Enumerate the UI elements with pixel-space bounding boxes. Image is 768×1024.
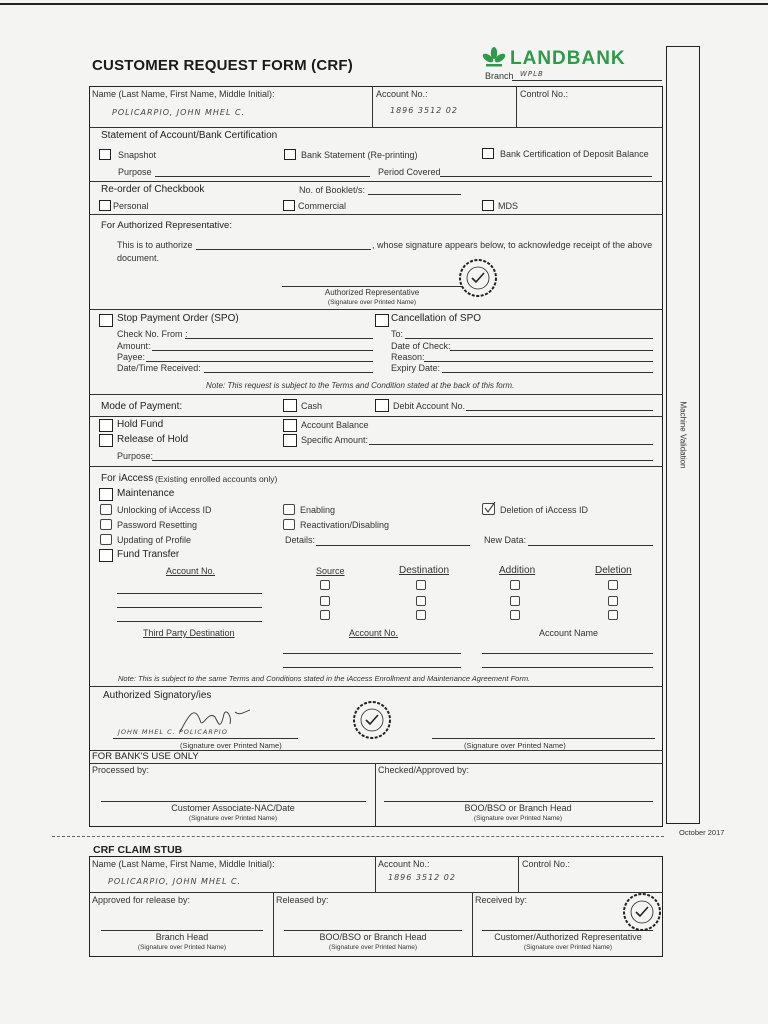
signature-verified-stamp-icon xyxy=(352,700,392,740)
snapshot-label: Snapshot xyxy=(118,150,157,160)
payment-purpose-line[interactable] xyxy=(152,460,653,461)
checked-line[interactable] xyxy=(384,801,653,802)
hold-fund-checkbox[interactable] xyxy=(99,419,113,432)
released-line[interactable] xyxy=(284,930,462,931)
certification-label: Bank Certification of Deposit Balance xyxy=(500,149,649,159)
spo-payee-label: Payee: xyxy=(117,352,146,362)
stub-title: CRF CLAIM STUB xyxy=(93,844,183,856)
source-checkbox-3[interactable] xyxy=(320,610,330,620)
source-checkbox-1[interactable] xyxy=(320,580,330,590)
stub-sub-2: (Signature over Printed Name) xyxy=(328,944,418,951)
cash-checkbox[interactable] xyxy=(283,399,297,412)
signatory-line-1[interactable] xyxy=(113,738,298,739)
third-party-name-label: Account Name xyxy=(539,628,599,638)
stub-name-value[interactable]: POLICARPIO, JOHN MHEL C. xyxy=(108,877,242,886)
rep-text2: , whose signature appears below, to acknowledge receipt of the above xyxy=(372,240,653,250)
specific-amount-checkbox[interactable] xyxy=(283,434,297,447)
stub-boo: BOO/BSO or Branch Head xyxy=(319,932,427,942)
fund-account-line-3[interactable] xyxy=(117,621,262,622)
commercial-checkbox[interactable] xyxy=(283,200,295,211)
spo-received-label: Date/Time Received: xyxy=(117,363,201,373)
stub-branch-head: Branch Head xyxy=(155,932,209,942)
landbank-wordmark: LANDBANK xyxy=(510,48,626,69)
branch-value[interactable]: WPLB xyxy=(520,70,544,78)
iaccess-title: For iAccess xyxy=(101,473,154,484)
fund-account-line-2[interactable] xyxy=(117,607,262,608)
processed-label: Processed by: xyxy=(92,765,150,775)
debit-checkbox[interactable] xyxy=(375,399,389,412)
debit-line[interactable] xyxy=(466,410,653,411)
rep-name-line[interactable] xyxy=(196,249,371,250)
fund-transfer-checkbox[interactable] xyxy=(99,549,113,562)
cancel-spo-checkbox[interactable] xyxy=(375,314,389,327)
mds-checkbox[interactable] xyxy=(482,200,494,211)
bank-use-title: FOR BANK'S USE ONLY xyxy=(92,751,199,762)
spo-check-from-line[interactable] xyxy=(185,338,373,339)
signatory-title: Authorized Signatory/ies xyxy=(103,690,212,701)
form-date: October 2017 xyxy=(679,828,725,837)
unlocking-label: Unlocking of iAccess ID xyxy=(117,505,212,515)
deletion-checkbox-3[interactable] xyxy=(608,610,618,620)
purpose-label: Purpose xyxy=(118,167,152,177)
stub-customer: Customer/Authorized Representative xyxy=(494,932,642,942)
stub-separator xyxy=(52,836,664,837)
purpose-line[interactable] xyxy=(155,176,370,177)
processed-line[interactable] xyxy=(101,801,366,802)
personal-label: Personal xyxy=(113,201,149,211)
stop-payment-label: Stop Payment Order (SPO) xyxy=(117,313,239,324)
stub-sub-3: (Signature over Printed Name) xyxy=(523,944,613,951)
rep-sig-sub: (Signature over Printed Name) xyxy=(327,299,417,306)
source-checkbox-2[interactable] xyxy=(320,596,330,606)
destination-checkbox-3[interactable] xyxy=(416,610,426,620)
hold-fund-label: Hold Fund xyxy=(117,419,164,430)
spo-expiry-line[interactable] xyxy=(442,372,653,373)
spo-date-line[interactable] xyxy=(450,350,653,351)
col-account-no: Account No. xyxy=(166,566,216,576)
approved-line[interactable] xyxy=(101,930,263,931)
col-source: Source xyxy=(316,566,345,576)
account-balance-checkbox[interactable] xyxy=(283,419,297,432)
booklets-line[interactable] xyxy=(368,194,461,195)
account-value[interactable]: 1896 3512 02 xyxy=(390,106,458,115)
signatory-sub-2: (Signature over Printed Name) xyxy=(464,741,566,750)
boo-sub: (Signature over Printed Name) xyxy=(473,815,563,822)
tp-name-line-1[interactable] xyxy=(482,653,653,654)
landbank-logo-icon xyxy=(482,47,506,69)
profile-checkbox[interactable] xyxy=(100,534,112,545)
rep-text3: document. xyxy=(117,253,160,263)
rep-title: For Authorized Representative: xyxy=(101,220,232,231)
spo-reason-label: Reason: xyxy=(391,352,425,362)
received-label: Received by: xyxy=(475,895,528,905)
bank-statement-checkbox[interactable] xyxy=(284,149,296,160)
spo-amount-label: Amount: xyxy=(117,341,151,351)
iaccess-title-sub: (Existing enrolled accounts only) xyxy=(155,474,278,484)
form-title: CUSTOMER REQUEST FORM (CRF) xyxy=(92,57,353,74)
destination-checkbox-2[interactable] xyxy=(416,596,426,606)
reactivation-checkbox[interactable] xyxy=(283,519,295,530)
cancel-spo-label: Cancellation of SPO xyxy=(391,313,482,324)
specific-amount-line[interactable] xyxy=(369,444,653,445)
deletion-label: Deletion of iAccess ID xyxy=(500,505,589,515)
third-party-account-label: Account No. xyxy=(349,628,399,638)
boo-label: BOO/BSO or Branch Head xyxy=(464,803,572,813)
stub-name-label: Name (Last Name, First Name, Middle Initial): xyxy=(92,859,275,869)
snapshot-checkbox[interactable] xyxy=(99,149,111,160)
mds-label: MDS xyxy=(498,201,518,211)
branch-line xyxy=(512,80,662,81)
name-label: Name (Last Name, First Name, Middle Initial): xyxy=(92,89,275,99)
unlocking-checkbox[interactable] xyxy=(100,504,112,515)
personal-checkbox[interactable] xyxy=(99,200,111,211)
tp-account-line-1[interactable] xyxy=(283,653,461,654)
checked-label: Checked/Approved by: xyxy=(378,765,470,775)
signatory-line-2[interactable] xyxy=(432,738,655,739)
checkbook-title: Re-order of Checkbook xyxy=(101,184,205,195)
new-data-label: New Data: xyxy=(484,535,527,545)
fund-transfer-label: Fund Transfer xyxy=(117,549,180,560)
spo-amount-line[interactable] xyxy=(152,350,373,351)
payment-purpose-label: Purpose: xyxy=(117,451,154,461)
col-destination: Destination xyxy=(399,565,450,576)
account-label: Account No.: xyxy=(376,89,428,99)
checkmark-icon xyxy=(483,502,496,514)
control-label: Control No.: xyxy=(520,89,569,99)
details-label: Details: xyxy=(285,535,316,545)
period-line[interactable] xyxy=(440,176,652,177)
cash-label: Cash xyxy=(301,401,323,411)
stub-sub-1: (Signature over Printed Name) xyxy=(137,944,227,951)
addition-checkbox-2[interactable] xyxy=(510,596,520,606)
associate-sub: (Signature over Printed Name) xyxy=(188,815,278,822)
deletion-checkbox[interactable] xyxy=(482,503,495,515)
stop-payment-checkbox[interactable] xyxy=(99,314,113,327)
tp-account-line-2[interactable] xyxy=(283,667,461,668)
page-top-border xyxy=(0,3,768,5)
certification-checkbox[interactable] xyxy=(482,148,494,159)
rep-sig-label: Authorized Representative xyxy=(324,288,420,297)
col-addition: Addition xyxy=(499,565,536,576)
details-line[interactable] xyxy=(316,545,470,546)
enabling-checkbox[interactable] xyxy=(283,504,295,515)
tp-name-line-2[interactable] xyxy=(482,667,653,668)
spo-check-from-label: Check No. From : xyxy=(117,329,188,339)
spo-note: Note: This request is subject to the Terms and Condition stated at the back of this form. xyxy=(206,381,515,390)
spo-to-line[interactable] xyxy=(405,338,653,339)
statement-title: Statement of Account/Bank Certification xyxy=(101,130,278,141)
col-deletion: Deletion xyxy=(595,565,632,576)
addition-checkbox-1[interactable] xyxy=(510,580,520,590)
signature-verified-stamp-icon xyxy=(458,258,498,298)
maintenance-checkbox[interactable] xyxy=(99,488,113,501)
signature-verified-stamp-icon xyxy=(622,892,662,932)
commercial-label: Commercial xyxy=(298,201,347,211)
payment-title: Mode of Payment: xyxy=(101,401,183,412)
stub-account-label: Account No.: xyxy=(378,859,430,869)
destination-checkbox-1[interactable] xyxy=(416,580,426,590)
released-label: Released by: xyxy=(276,895,329,905)
profile-label: Updating of Profile xyxy=(117,535,192,545)
spo-to-label: To: xyxy=(391,329,404,339)
spo-expiry-label: Expiry Date: xyxy=(391,363,441,373)
iaccess-note: Note: This is subject to the same Terms and Conditions stated in the iAccess Enrollment and Maintenance Agreement Form. xyxy=(118,674,531,683)
account-balance-label: Account Balance xyxy=(301,420,369,430)
machine-validation-label: Machine Validation xyxy=(678,401,688,469)
new-data-line[interactable] xyxy=(528,545,653,546)
spo-date-label: Date of Check: xyxy=(391,341,451,351)
name-value[interactable]: POLICARPIO, JOHN MHEL C. xyxy=(112,108,246,117)
deletion-checkbox-1[interactable] xyxy=(608,580,618,590)
associate-label: Customer Associate-NAC/Date xyxy=(171,803,295,813)
debit-label: Debit Account No. xyxy=(393,401,466,411)
spo-received-line[interactable] xyxy=(204,372,373,373)
release-hold-label: Release of Hold xyxy=(117,434,189,445)
stub-control-label: Control No.: xyxy=(522,859,571,869)
signatory-name[interactable]: JOHN MHEL C. POLICARPIO xyxy=(118,728,228,736)
branch-label: Branch xyxy=(485,71,514,81)
addition-checkbox-3[interactable] xyxy=(510,610,520,620)
booklets-label: No. of Booklet/s: xyxy=(299,185,366,195)
signatory-sub-1: (Signature over Printed Name) xyxy=(180,741,282,750)
bank-statement-label: Bank Statement (Re-printing) xyxy=(301,150,418,160)
deletion-checkbox-2[interactable] xyxy=(608,596,618,606)
specific-amount-label: Specific Amount: xyxy=(301,435,369,445)
maintenance-label: Maintenance xyxy=(117,488,175,499)
spo-payee-line[interactable] xyxy=(146,361,373,362)
stub-account-value[interactable]: 1896 3512 02 xyxy=(388,873,456,882)
third-party-label: Third Party Destination xyxy=(143,628,235,638)
enabling-label: Enabling xyxy=(300,505,336,515)
approved-label: Approved for release by: xyxy=(92,895,191,905)
password-label: Password Resetting xyxy=(117,520,198,530)
period-label: Period Covered xyxy=(378,167,441,177)
rep-text1: This is to authorize xyxy=(117,240,193,250)
release-hold-checkbox[interactable] xyxy=(99,434,113,447)
reactivation-label: Reactivation/Disabling xyxy=(300,520,390,530)
fund-account-line-1[interactable] xyxy=(117,593,262,594)
password-checkbox[interactable] xyxy=(100,519,112,530)
spo-reason-line[interactable] xyxy=(424,361,653,362)
